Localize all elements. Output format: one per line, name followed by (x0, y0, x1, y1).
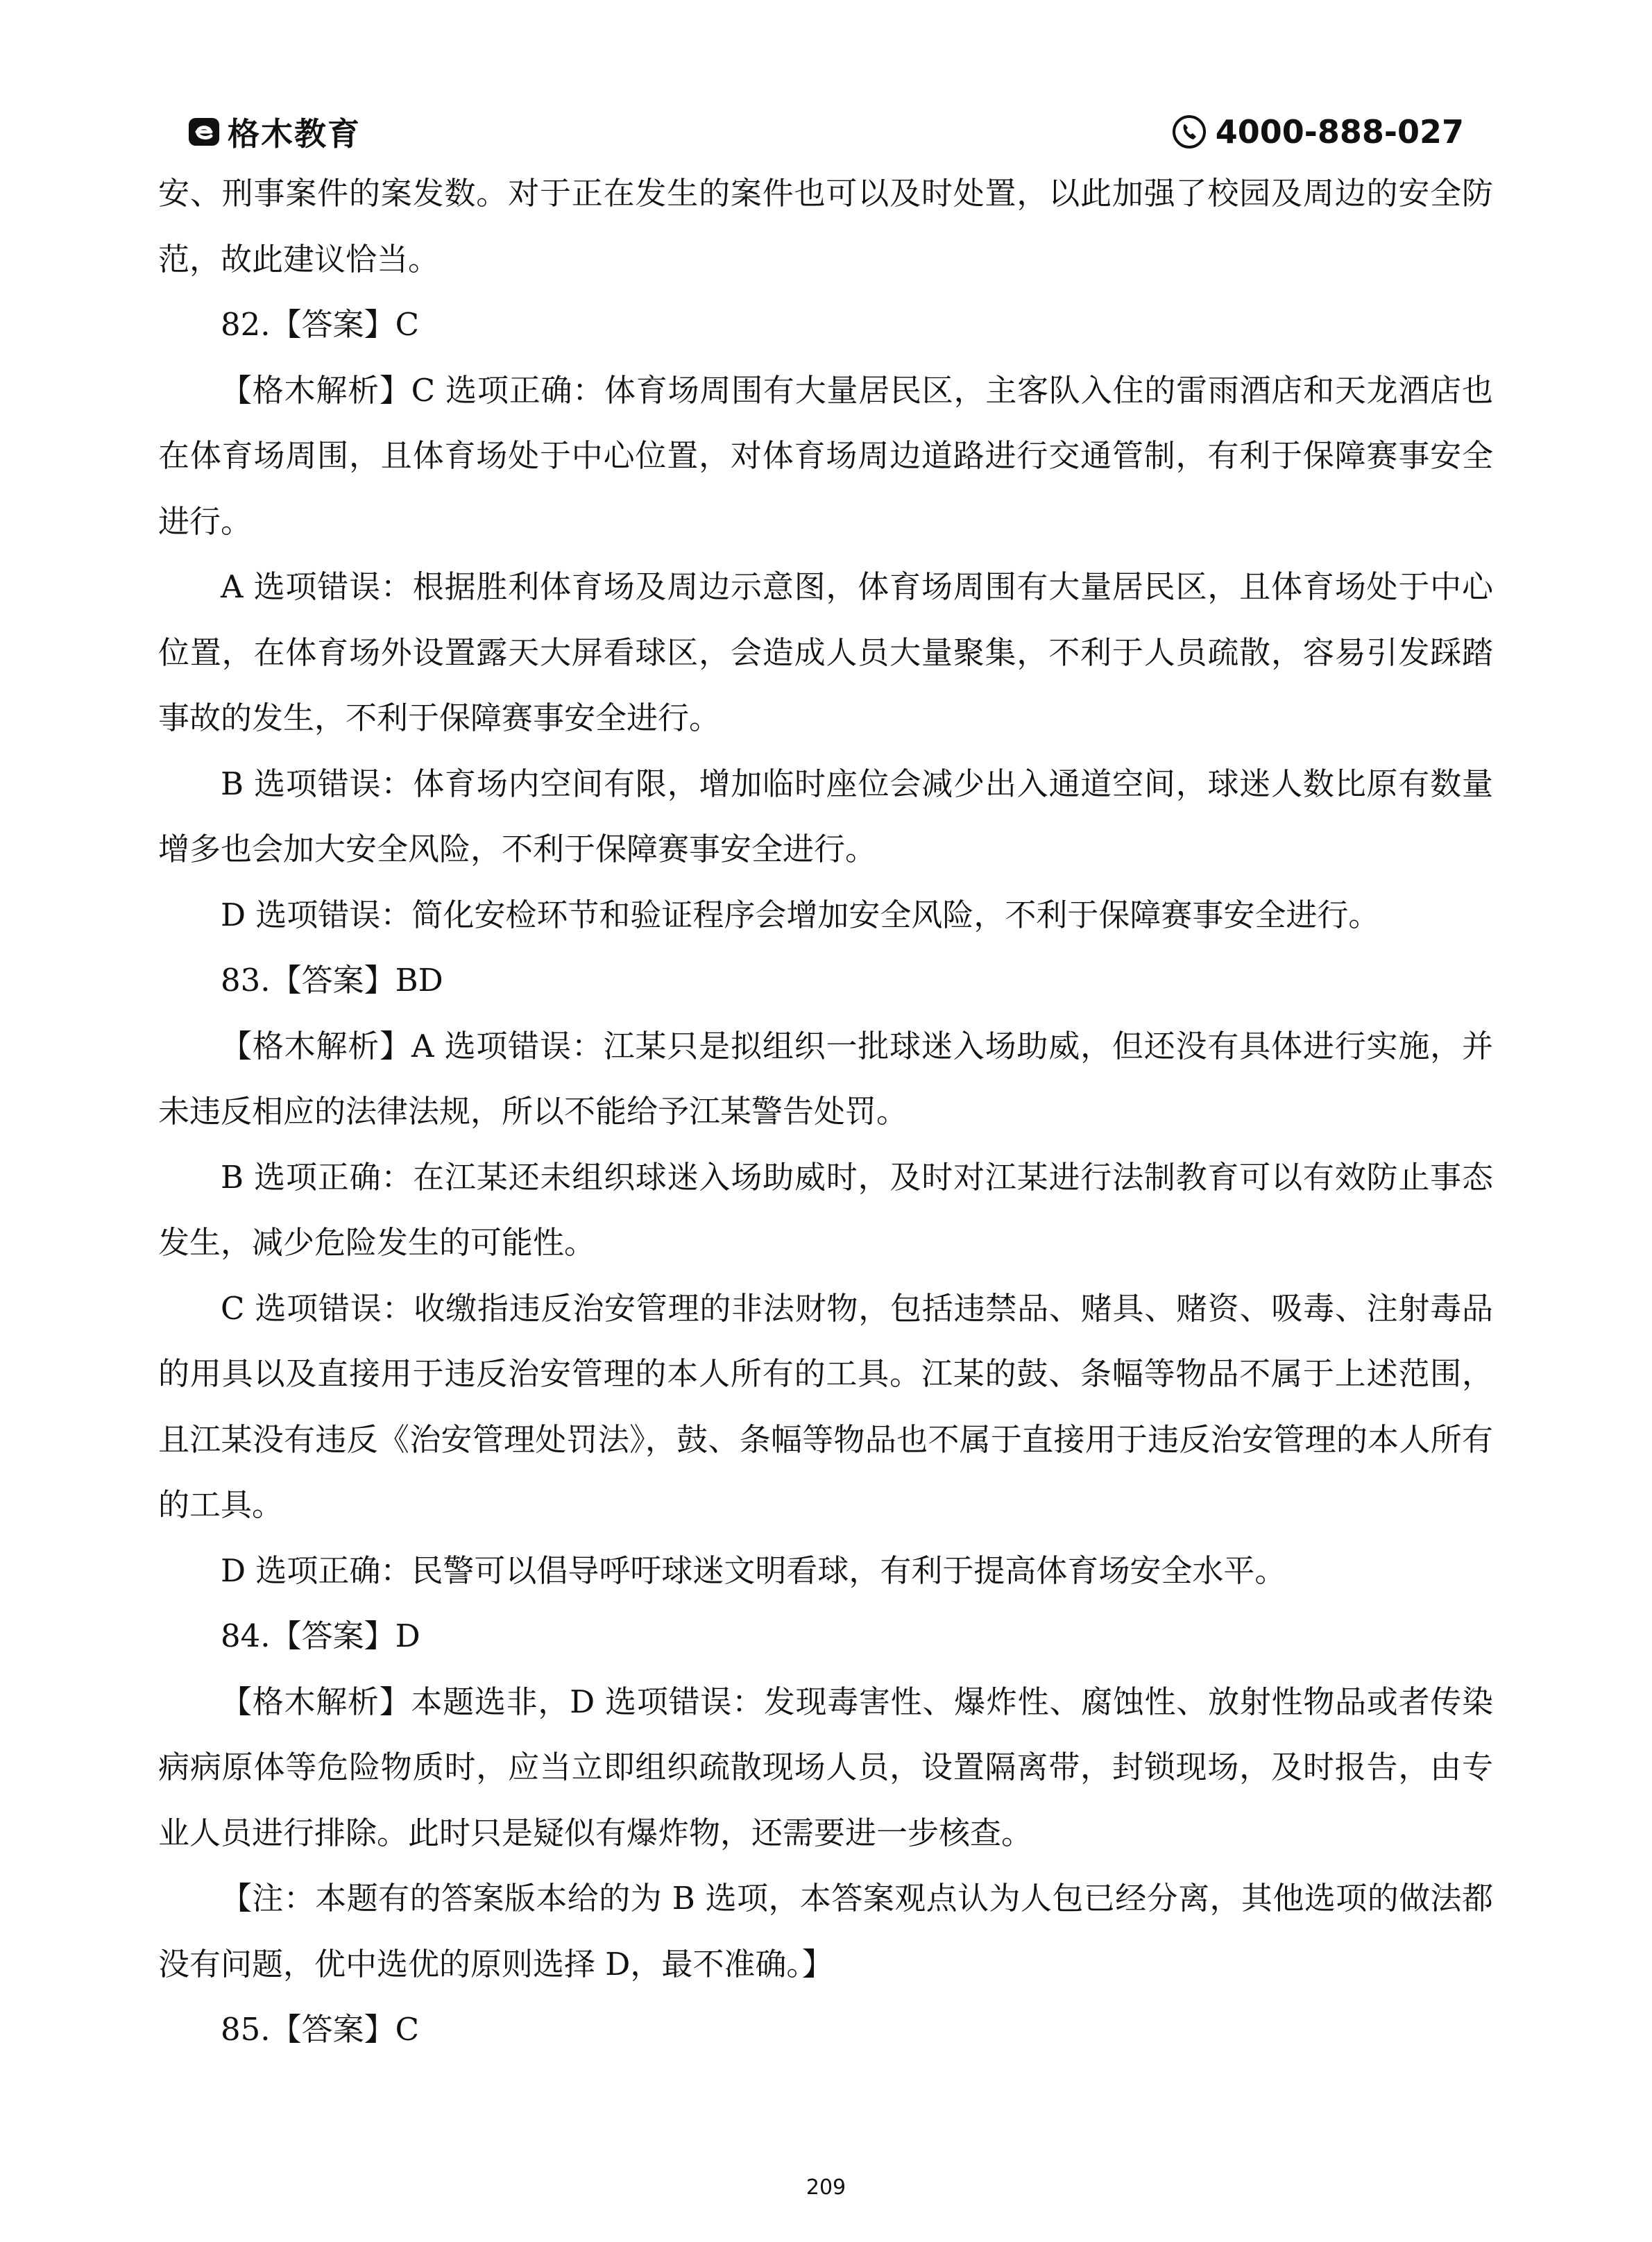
answer-heading: 84.【答案】D (221, 1617, 420, 1654)
e-logo-icon (187, 115, 221, 148)
hotline (1171, 104, 1464, 160)
paragraph: D 选项正确：民警可以倡导呼吁球迷文明看球，有利于提高体育场安全水平。 (221, 1552, 1286, 1589)
paragraph: 【格木解析】A 选项错误：江某只是拟组织一批球迷入场助威，但还没有具体进行实施，并未违反相应的法律法规，所以不能给予江某警告处罚。 (158, 1027, 1493, 1130)
paragraph: C 选项错误：收缴指违反治安管理的非法财物，包括违禁品、赌具、赌资、吸毒、注射毒品的用具以及直接用于违反治安管理的本人所有的工具。江某的鼓、条幅等物品不属于上述范围，且江某没有违反《治安管理处罚法》，鼓、条幅等物品也不属于直接用于违反治安管理的本人所有的工具。 (158, 1289, 1493, 1523)
brand (187, 104, 361, 160)
paragraph: B 选项错误：体育场内空间有限，增加临时座位会减少出入通道空间，球迷人数比原有数量增多也会加大安全风险，不利于保障赛事安全进行。 (158, 765, 1493, 867)
document-body (158, 161, 1493, 2063)
paragraph: 【格木解析】本题选非，D 选项错误：发现毒害性、爆炸性、腐蚀性、放射性物品或者传染病病原体等危险物质时，应当立即组织疏散现场人员，设置隔离带，封锁现场，及时报告，由专业人员进行排除。此时只是疑似有爆炸物，还需要进一步核查。 (158, 1683, 1493, 1851)
phone-number: 4000-888-027 (1215, 113, 1464, 151)
answer-heading: 85.【答案】C (221, 2011, 419, 2048)
answer-heading: 83.【答案】BD (221, 962, 443, 999)
paragraph: B 选项正确：在江某还未组织球迷入场助威时，及时对江某进行法制教育可以有效防止事态发生，减少危险发生的可能性。 (158, 1158, 1493, 1261)
paragraph: D 选项错误：简化安检环节和验证程序会增加安全风险，不利于保障赛事安全进行。 (221, 896, 1380, 933)
note-paragraph: 【注：本题有的答案版本给的为 B 选项，本答案观点认为人包已经分离，其他选项的做法都没有问题，优中选优的原则选择 D，最不准确。】 (158, 1880, 1493, 1982)
page-number: 209 (806, 2175, 846, 2200)
paragraph: 安、刑事案件的案发数。对于正在发生的案件也可以及时处置，以此加强了校园及周边的安全防范，故此建议恰当。 (158, 175, 1493, 278)
brand-name: 格木教育 (228, 115, 361, 153)
phone-icon (1171, 114, 1207, 150)
paragraph: 【格木解析】C 选项正确：体育场周围有大量居民区，主客队入住的雷雨酒店和天龙酒店也在体育场周围，且体育场处于中心位置，对体育场周边道路进行交通管制，有利于保障赛事安全进行。 (158, 371, 1493, 540)
page-header (187, 104, 1464, 160)
answer-heading: 82.【答案】C (221, 306, 419, 343)
paragraph: A 选项错误：根据胜利体育场及周边示意图，体育场周围有大量居民区，且体育场处于中心位置，在体育场外设置露天大屏看球区，会造成人员大量聚集，不利于人员疏散，容易引发踩踏事故的发生，不利于保障赛事安全进行。 (158, 568, 1493, 736)
